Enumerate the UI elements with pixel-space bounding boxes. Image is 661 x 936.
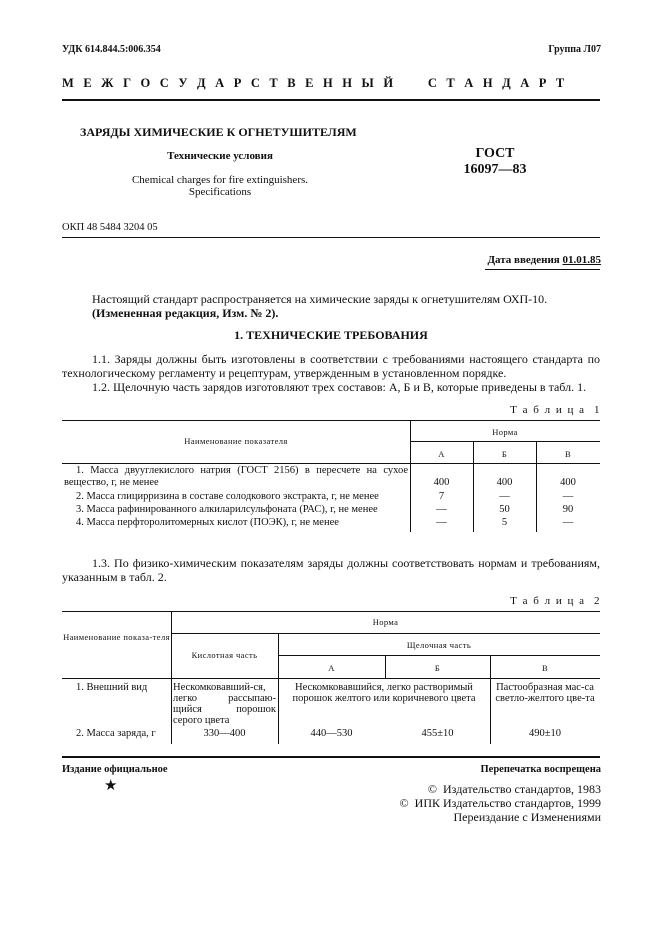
table2-cell: 455±10 (421, 728, 454, 739)
table1-cell: — (436, 517, 447, 528)
table1-cell: — (436, 504, 447, 515)
table1-col-c: В (564, 449, 572, 459)
table2-header-name: Наименование показа-теля (63, 632, 170, 642)
document-subtitle: Технические условия (167, 150, 273, 162)
table1-header-rule (62, 463, 600, 464)
intro-date-value: 01.01.85 (562, 254, 601, 266)
table1-header-name: Наименование показателя (184, 436, 288, 446)
intro-date (487, 254, 601, 266)
intro-amendment: (Измененная редакция, Изм. № 2). (92, 306, 279, 320)
table1-col-a: А (438, 449, 445, 459)
table2-norm-rule (171, 633, 600, 634)
table2-caption: Т а б л и ц а 2 (510, 595, 601, 607)
table2-alkaline-rule (278, 655, 600, 656)
table1-top-rule (62, 420, 600, 421)
copyright-1983: © Издательство стандартов, 1983 (427, 782, 601, 796)
section1-title: 1. ТЕХНИЧЕСКИЕ ТРЕБОВАНИЯ (234, 328, 428, 342)
table2-header-rule (62, 678, 600, 679)
table1-cell: 7 (438, 491, 445, 502)
table2-col-c: В (541, 663, 549, 673)
table1-caption: Т а б л и ц а 1 (510, 404, 601, 416)
table1-cell: 90 (562, 504, 574, 515)
table2-cell: 490±10 (528, 728, 561, 739)
table2-cell: 440—530 (310, 728, 353, 739)
table1-cell: 5 (501, 517, 508, 528)
table2-header-norm: Норма (372, 617, 399, 627)
english-title-line2: Specifications (188, 186, 252, 198)
table2-cell-ab: Нескомковавшийся, легко растворимый порошок желтого или коричневого цвета (292, 682, 476, 704)
udk-code: УДК 614.844.5:006.354 (62, 44, 161, 55)
standard-type: М Е Ж Г О С У Д А Р С Т В Е Н Н Ы Й С Т А Н Д А Р Т (62, 76, 568, 90)
table1-norm-rule (410, 441, 600, 442)
okp-code: ОКП 48 5484 3204 05 (62, 222, 158, 233)
table1-cell: 400 (560, 477, 576, 488)
table2-row-name: 1. Внешний вид (76, 682, 148, 693)
copyright-1999: © ИПК Издательство стандартов, 1999 (399, 796, 601, 810)
gost-number: 16097—83 (463, 162, 527, 177)
table2-header-acid: Кислотная часть (191, 650, 258, 660)
table1-col-b: Б (501, 449, 508, 459)
table1-row-name: 1. Масса двууглекислого натрия (ГОСТ 2156) в пересчете на сухое вещество, г, не менее (64, 465, 408, 488)
paragraph-1-3: 1.3. По физико-химическим показателям заряды должны соответствовать нормам и требованиям, указанным в табл. 2. (62, 556, 600, 584)
paragraph-1-2: 1.2. Щелочную часть зарядов изготовляют трех составов: А, Б и В, которые приведены в табл. 1. (92, 380, 587, 394)
table2-cell-acid: Нескомковавший-ся, легко рассыпаю-щийся порошок серого цвета (173, 682, 276, 726)
table1-cell: — (499, 491, 510, 502)
table2-top-rule (62, 611, 600, 612)
table2-col-b: Б (434, 663, 441, 673)
reissue-note: Переиздание с Изменениями (453, 810, 601, 824)
okp-rule (62, 237, 600, 238)
paragraph-1-1: 1.1. Заряды должны быть изготовлены в соответствии с требованиями настоящего стандарта по технологическому регламенту и рецептурам, утвержденным в установленном порядке. (62, 352, 600, 380)
table1-row-name: 4. Масса перфторолитомерных кислот (ПОЭК), г, не менее (76, 517, 339, 528)
table2-divider (171, 611, 172, 744)
gost-label: ГОСТ (475, 146, 515, 161)
table2-cell-c: Пастообразная мас-са светло-желтого цве-та (495, 682, 595, 704)
intro-date-label: Дата введения (487, 254, 563, 266)
footer-rule (62, 756, 600, 758)
table1-header-norm: Норма (492, 427, 518, 437)
group-code: Группа Л07 (548, 44, 601, 55)
table1-cell: — (562, 517, 574, 528)
header-rule (62, 99, 600, 101)
document-title: ЗАРЯДЫ ХИМИЧЕСКИЕ К ОГНЕТУШИТЕЛЯМ (80, 125, 357, 139)
english-title-line1: Chemical charges for fire extinguishers. (131, 174, 309, 186)
table1-cell: — (562, 491, 574, 502)
intro-text: Настоящий стандарт распространяется на химические заряды к огнетушителям ОХП-10. (92, 292, 548, 306)
table2-col-a: А (328, 663, 335, 673)
table1-cell: 400 (496, 477, 513, 488)
table1-row-name: 2. Масса глицирризина в составе солодкового экстракта, г, не менее (76, 491, 379, 502)
reprint-prohibited: Перепечатка воспрещена (480, 764, 601, 775)
intro-date-rule (485, 269, 600, 270)
table2-cell: 330—400 (203, 728, 246, 739)
table1-cell: 400 (433, 477, 450, 488)
table2-row-name: 2. Масса заряда, г (76, 728, 156, 739)
star-icon: ★ (104, 778, 118, 794)
table1-cell: 50 (499, 504, 510, 515)
table1-row-name: 3. Масса рафинированного алкиларилсульфоната (РАС), г, не менее (76, 504, 378, 515)
official-edition: Издание официальное (62, 764, 168, 775)
table2-header-alkaline: Щелочная часть (406, 640, 472, 650)
